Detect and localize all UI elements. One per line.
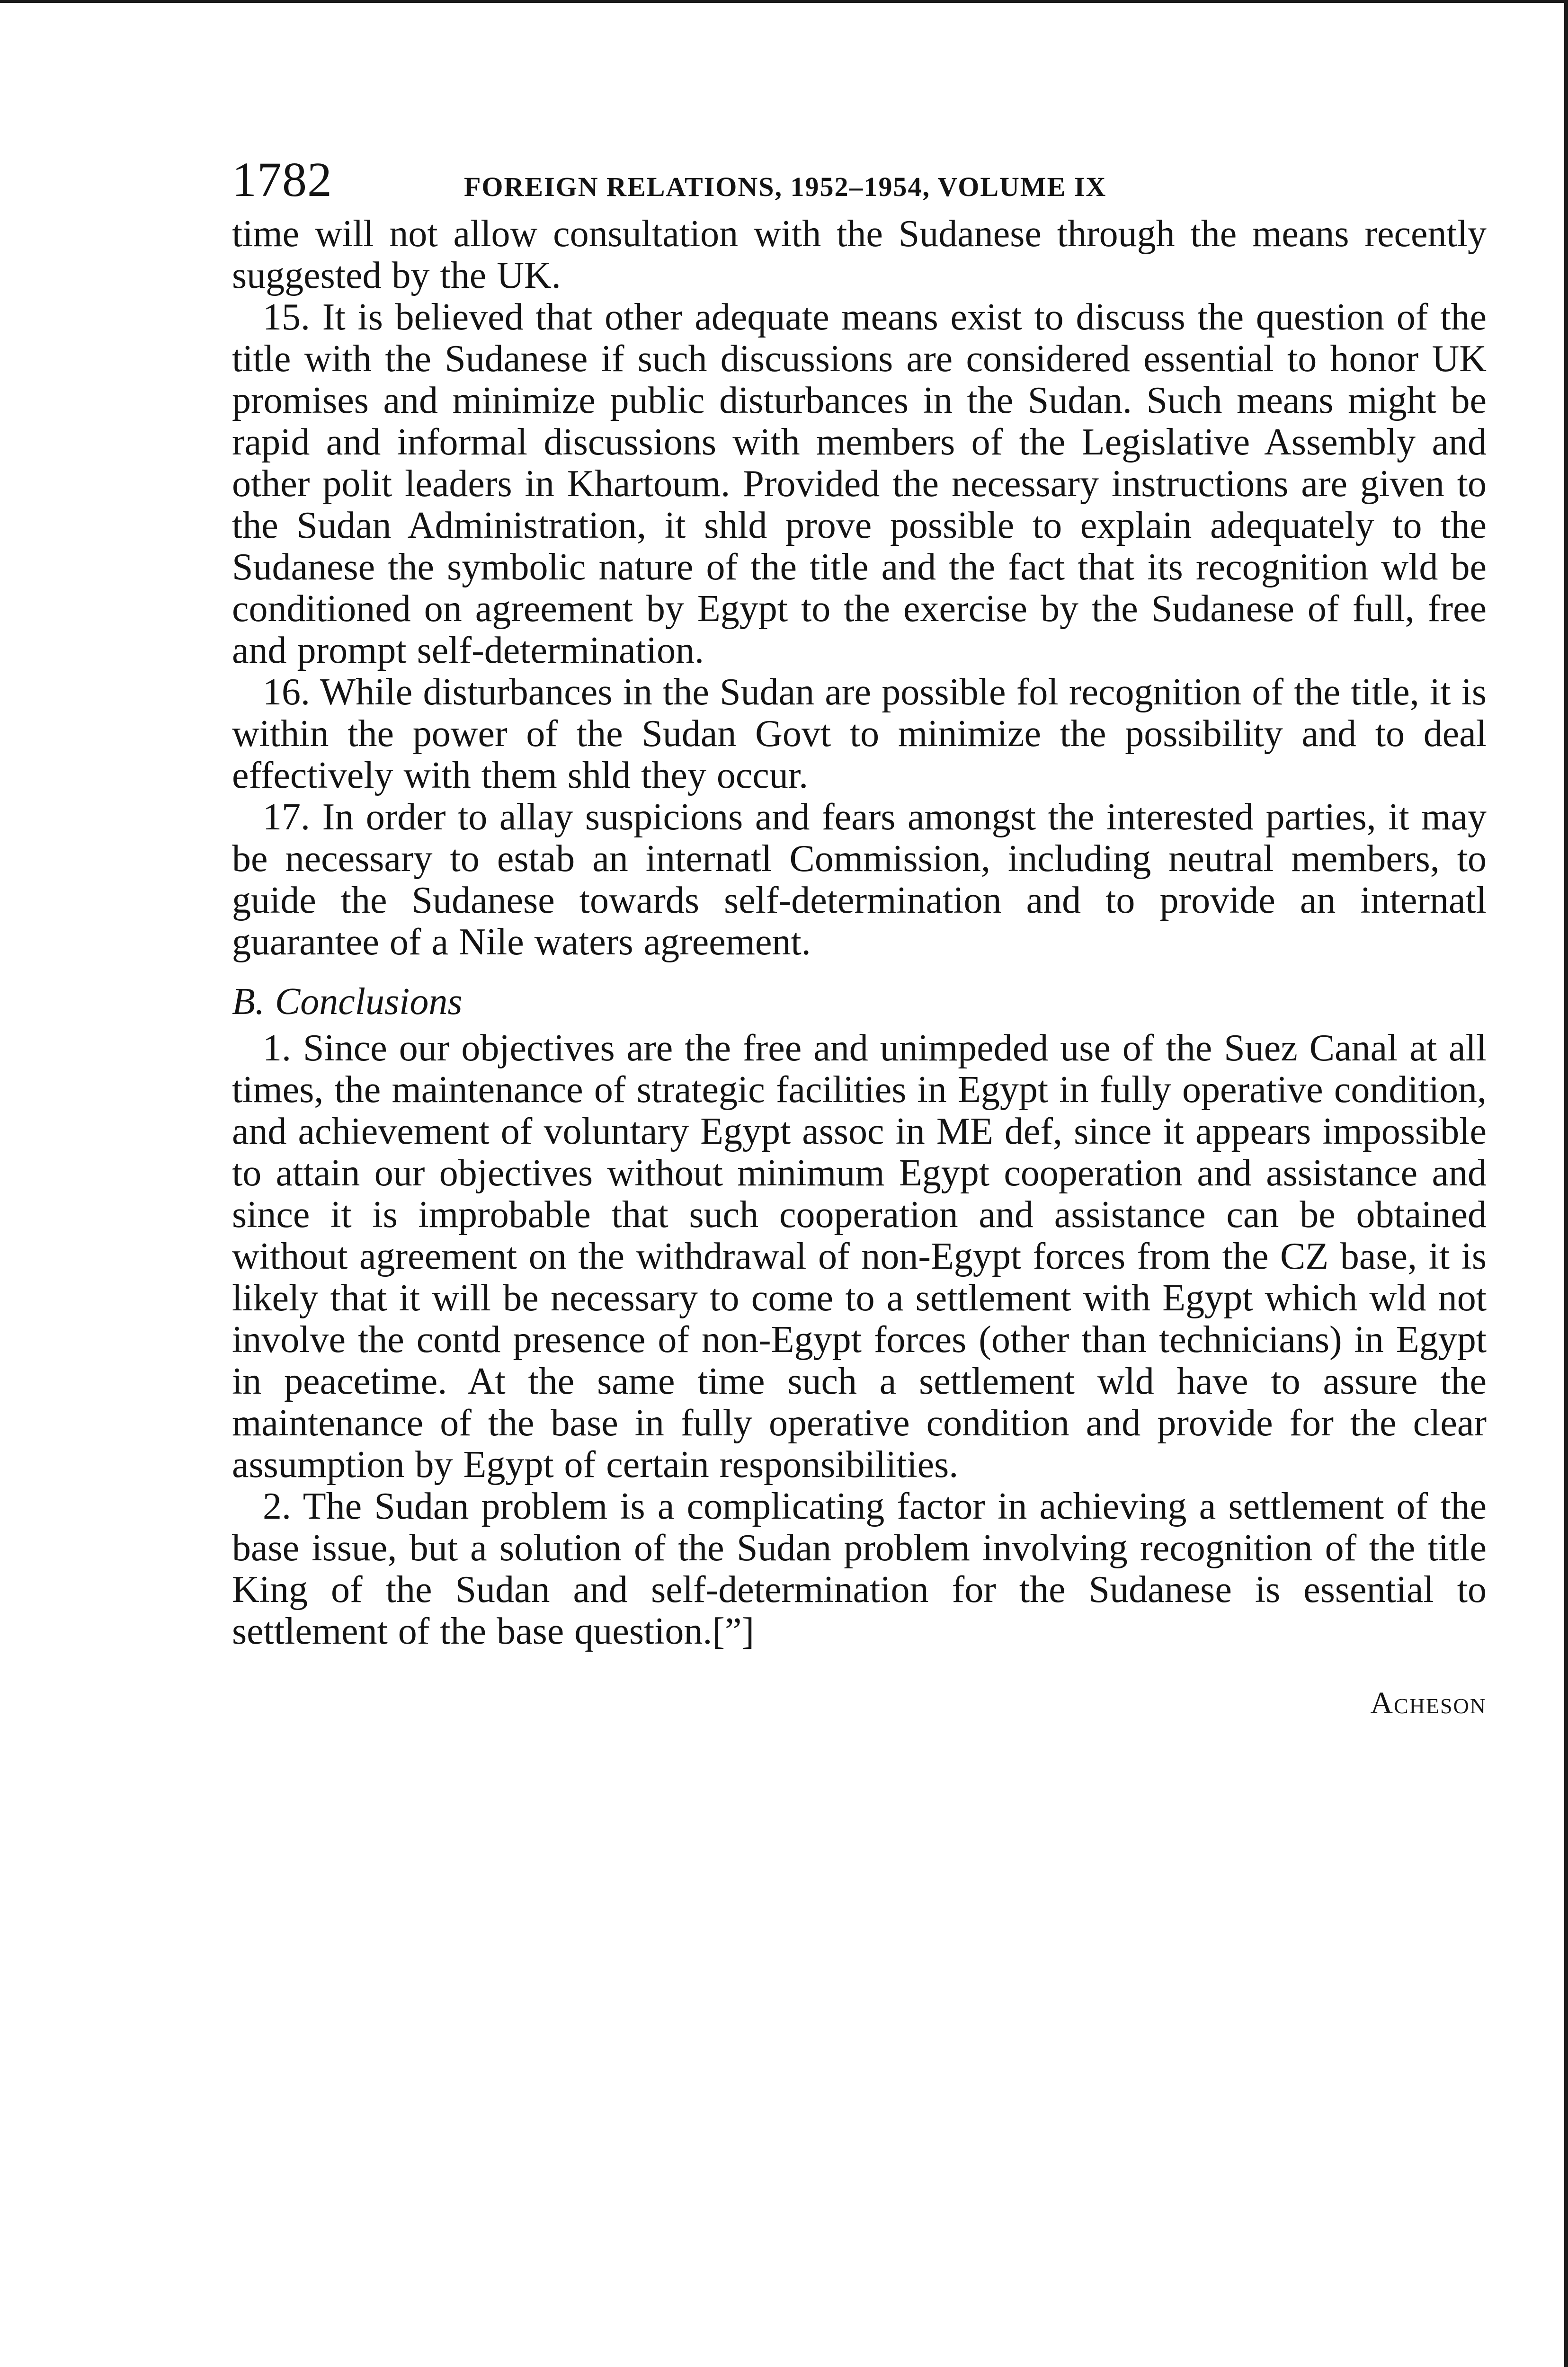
conclusion-2: 2. The Sudan problem is a complicating factor in achieving a settlement of the base issue, but a solution of the Sudan problem involving recognition of the title King of the Sudan and self-determination for the Sudanese is essential to settlement of the base question.[”] xyxy=(232,1486,1487,1652)
signature: Acheson xyxy=(1370,1686,1487,1720)
paragraph-17: 17. In order to allay suspicions and fears amongst the interested parties, it may be necessary to estab an internatl Commission, including neutral members, to guide the Sudanese towards self-determination and to provide an internatl guarantee of a Nile waters agreement. xyxy=(232,796,1487,963)
document-page xyxy=(232,151,1487,1721)
paragraph-16: 16. While disturbances in the Sudan are possible fol recognition of the title, it is within the power of the Sudan Govt to minimize the possibility and to deal effectively with them shld they occur. xyxy=(232,671,1487,796)
paragraph-continuation: time will not allow consultation with the Sudanese through the means recently suggested by the UK. xyxy=(232,213,1487,296)
paragraph-15: 15. It is believed that other adequate means exist to discuss the question of the title with the Sudanese if such discussions are considered essential to honor UK promises and minimize public disturbances in the Sudan. Such means might be rapid and informal discussions with members of the Legislative Assembly and other polit leaders in Khartoum. Provided the necessary instructions are given to the Sudan Administration, it shld prove possible to explain adequately to the Sudanese the symbolic nature of the title and the fact that its recognition wld be conditioned on agreement by Egypt to the exercise by the Sudanese of full, free and prompt self-determination. xyxy=(232,296,1487,671)
scan-top-border xyxy=(0,0,1568,3)
page-number: 1782 xyxy=(232,152,332,207)
scan-right-border xyxy=(1564,0,1568,2367)
conclusion-1: 1. Since our objectives are the free and unimpeded use of the Suez Canal at all times, the maintenance of strategic facilities in Egypt in fully operative condition, and achievement of voluntary Egypt assoc in ME def, since it appears impossible to attain our objectives without minimum Egypt cooperation and assistance and since it is improbable that such cooperation and assistance can be obtained without agreement on the withdrawal of non-Egypt forces from the CZ base, it is likely that it will be necessary to come to a settlement with Egypt which wld not involve the contd presence of non-Egypt forces (other than technicians) in Egypt in peacetime. At the same time such a settlement wld have to assure the maintenance of the base in fully operative condition and provide for the clear assumption by Egypt of certain responsibilities. xyxy=(232,1027,1487,1486)
running-head xyxy=(232,151,1487,213)
body-text xyxy=(232,213,1487,1652)
running-title: FOREIGN RELATIONS, 1952–1954, VOLUME IX xyxy=(464,171,1107,202)
conclusions-heading: B. Conclusions xyxy=(232,981,463,1023)
